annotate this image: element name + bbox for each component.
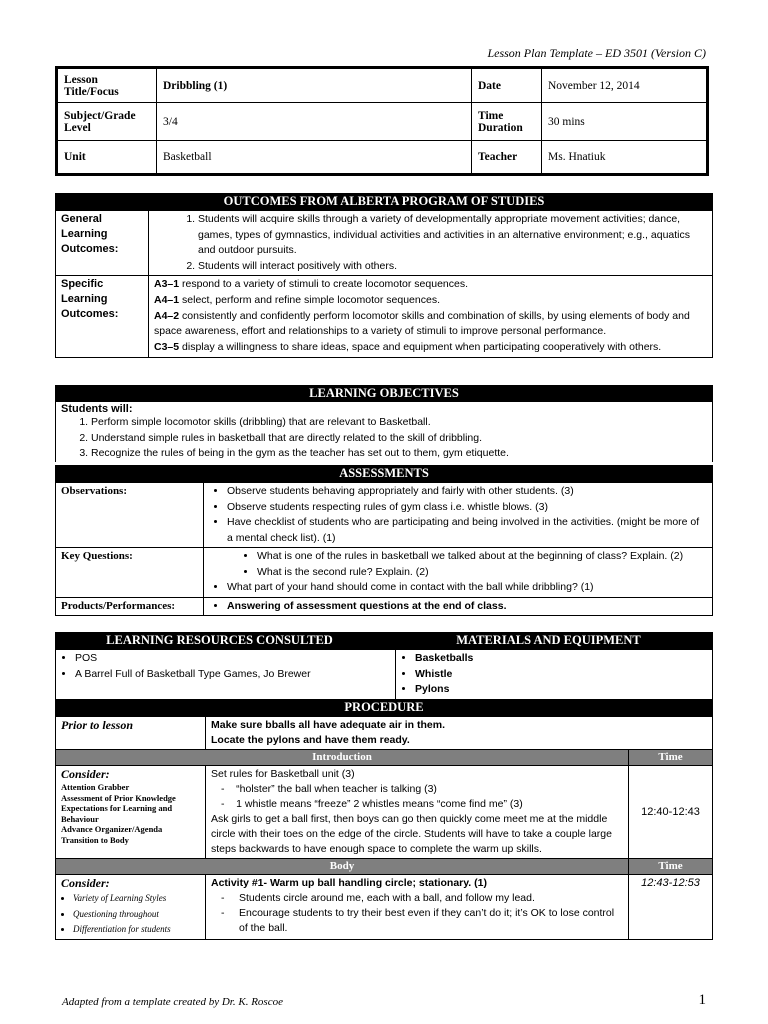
observation-3: • Have checklist of students who are participating and being involved in the activities. (might be more of a mental check list). (1) — [227, 515, 707, 546]
body-consider-1: • Variety of Learning Styles — [73, 891, 200, 907]
observations-label: Observations: — [56, 483, 204, 548]
general-outcome-2: 2. Students will interact positively with others. — [198, 259, 707, 275]
products-label: Products/Performances: — [56, 597, 204, 616]
body-time: 12:43-12:53 — [629, 875, 713, 940]
lesson-info-table — [55, 66, 709, 176]
activity-item-1: Students circle around me, each with a ball, and follow my lead. — [239, 892, 535, 904]
intro-consider-4: Advance Organizer/Agenda — [61, 824, 163, 834]
specific-outcome-2: A4–1 select, perform and refine simple locomotor sequences. — [154, 293, 440, 306]
title-label: Lesson Title/Focus — [57, 68, 157, 103]
grade-label: Subject/Grade Level — [57, 103, 157, 141]
assessments-section — [55, 465, 713, 616]
teacher-label: Teacher — [472, 141, 542, 175]
unit-label: Unit — [57, 141, 157, 175]
body-consider-label: Consider: — [61, 876, 110, 890]
objectives-heading: LEARNING OBJECTIVES — [55, 385, 713, 402]
unit-value: Basketball — [157, 141, 472, 175]
teacher-value: Ms. Hnatiuk — [542, 141, 708, 175]
procedure-heading: PROCEDURE — [55, 699, 713, 716]
specific-outcomes-label: Specific Learning Outcomes: — [56, 276, 149, 358]
observation-2: • Observe students respecting rules of gym class i.e. whistle blows. (3) — [227, 500, 707, 516]
assessments-heading: ASSESSMENTS — [55, 465, 713, 482]
objective-3: 3. Recognize the rules of being in the gym as the teacher has set out to them, gym etiquette. — [91, 446, 707, 462]
materials-heading: MATERIALS AND EQUIPMENT — [456, 633, 641, 647]
objectives-section — [55, 385, 713, 462]
activity-item-2: Encourage students to try their best even if they can’t do it; it’s OK to lose control of the ball. — [239, 907, 615, 934]
activity-title: Activity #1- Warm up ball handling circle; stationary. (1) — [211, 877, 487, 889]
procedure-section: PROCEDURE Prior to lesson Make sure bballs all have adequate air in them. Locate the pylons and have them ready. Introduction Time Consider: Attention Grabber Assessment of Prior Knowledge Expectations for Learning and Behaviour Advance Organizer/Agenda Transition to Body Set rules for Basketball unit (3) - “holster” the ball when teacher is talking (3) - 1 whistle means “freeze” 2 whistles means “come find me” (3) Ask girls to get a ball first, then boys can go then quickly come meet me at the middle circle with their toes on the edge of the circle. Students will have to take a couple large steps backwards to have enough space to complete the warm up skills. 12:40-12:43 Body Time Consider: • Variety of Learning Styles • Questioning throughout • Differentiation for students Activity #1- Warm up ball handling circle; stationary. (1) - Students circle around me, each with a ball, and follow my lead. - Encourage students to try their best even if they can’t do it; it’s OK to lose control of the ball. 12:43-12:53 — [55, 699, 713, 940]
material-3: • Pylons — [415, 682, 707, 698]
products-item: • Answering of assessment questions at the end of class. — [227, 599, 707, 615]
outcomes-heading: OUTCOMES FROM ALBERTA PROGRAM OF STUDIES — [55, 193, 713, 210]
observation-1: • Observe students behaving appropriately and fairly with other students. (3) — [227, 484, 707, 500]
introduction-heading: Introduction — [56, 750, 629, 766]
prior-line-2: Locate the pylons and have them ready. — [211, 734, 410, 746]
specific-outcome-4: C3–5 display a willingness to share ideas, space and equipment when participating cooperatively with others. — [154, 341, 662, 354]
material-1: • Basketballs — [415, 651, 707, 667]
general-outcomes-label: General Learning Outcomes: — [56, 211, 149, 276]
body-consider-2: • Questioning throughout — [73, 907, 200, 923]
time-value: 30 mins — [542, 103, 708, 141]
intro-consider-label: Consider: — [61, 767, 110, 781]
objectives-intro: Students will: — [61, 403, 133, 415]
resource-1: • POS — [75, 651, 390, 667]
document-header: Lesson Plan Template – ED 3501 (Version C) — [487, 46, 706, 60]
intro-time: 12:40-12:43 — [629, 766, 713, 859]
body-consider-3: • Differentiation for students — [73, 922, 200, 938]
time-heading-body: Time — [629, 859, 713, 875]
intro-consider-1: Attention Grabber — [61, 782, 130, 792]
date-value: November 12, 2014 — [542, 68, 708, 103]
prior-label: Prior to lesson — [56, 717, 206, 750]
specific-outcome-1: A3–1 respond to a variety of stimuli to create locomotor sequences. — [154, 278, 469, 290]
material-2: • Whistle — [415, 667, 707, 683]
time-label: Time Duration — [472, 103, 542, 141]
intro-consider-5: Transition to Body — [61, 834, 129, 845]
general-outcome-1: 1. Students will acquire skills through a variety of developmentally appropriate movement activities; dance, games, types of gymnastics, individual activities and activities in an alternative environment; e.g., aquatics and outdoor pursuits. — [198, 212, 707, 259]
intro-rule-1: “holster” the ball when teacher is talking (3) — [236, 783, 437, 795]
intro-title: Set rules for Basketball unit (3) — [211, 768, 355, 780]
key-question-2: • What is the second rule? Explain. (2) — [257, 565, 707, 581]
intro-text: Ask girls to get a ball first, then boys can go then quickly come meet me at the middle circle with their toes on the edge of the circle. Students will have to take a couple large steps backwards to have enough space to complete the warm up skills. — [211, 813, 612, 855]
key-question-3: • What part of your hand should come in contact with the ball while dribbling? (1) — [227, 580, 707, 596]
key-question-1: • What is one of the rules in basketball we talked about at the beginning of class? Explain. (2) — [257, 549, 707, 565]
body-heading: Body — [56, 859, 629, 875]
key-questions-label: Key Questions: — [56, 548, 204, 598]
date-label: Date — [472, 68, 542, 103]
time-heading-intro: Time — [629, 750, 713, 766]
outcomes-section — [55, 193, 713, 358]
intro-consider-2: Assessment of Prior Knowledge — [61, 792, 176, 803]
resources-section — [55, 632, 713, 700]
intro-rule-2: 1 whistle means “freeze” 2 whistles means “come find me” (3) — [236, 798, 523, 810]
resource-2: • A Barrel Full of Basketball Type Games, Jo Brewer — [75, 667, 390, 683]
specific-outcome-3: A4–2 consistently and confidently perform locomotor skills and combination of skills, by using elements of body and space awareness, effort and relationships to a variety of stimuli to improve personal performance. — [154, 309, 690, 338]
page-number: 1 — [698, 992, 706, 1008]
prior-line-1: Make sure bballs all have adequate air in them. — [211, 719, 446, 731]
objective-2: 2. Understand simple rules in basketball that are directly related to the skill of dribbling. — [91, 431, 707, 447]
grade-value: 3/4 — [157, 103, 472, 141]
objective-1: 1. Perform simple locomotor skills (dribbling) that are relevant to Basketball. — [91, 415, 707, 431]
footer-credit: Adapted from a template created by Dr. K. Roscoe — [62, 996, 283, 1008]
intro-consider-3: Expectations for Learning and Behaviour — [61, 803, 173, 824]
title-value: Dribbling (1) — [157, 68, 472, 103]
resources-heading: LEARNING RESOURCES CONSULTED — [106, 633, 333, 647]
